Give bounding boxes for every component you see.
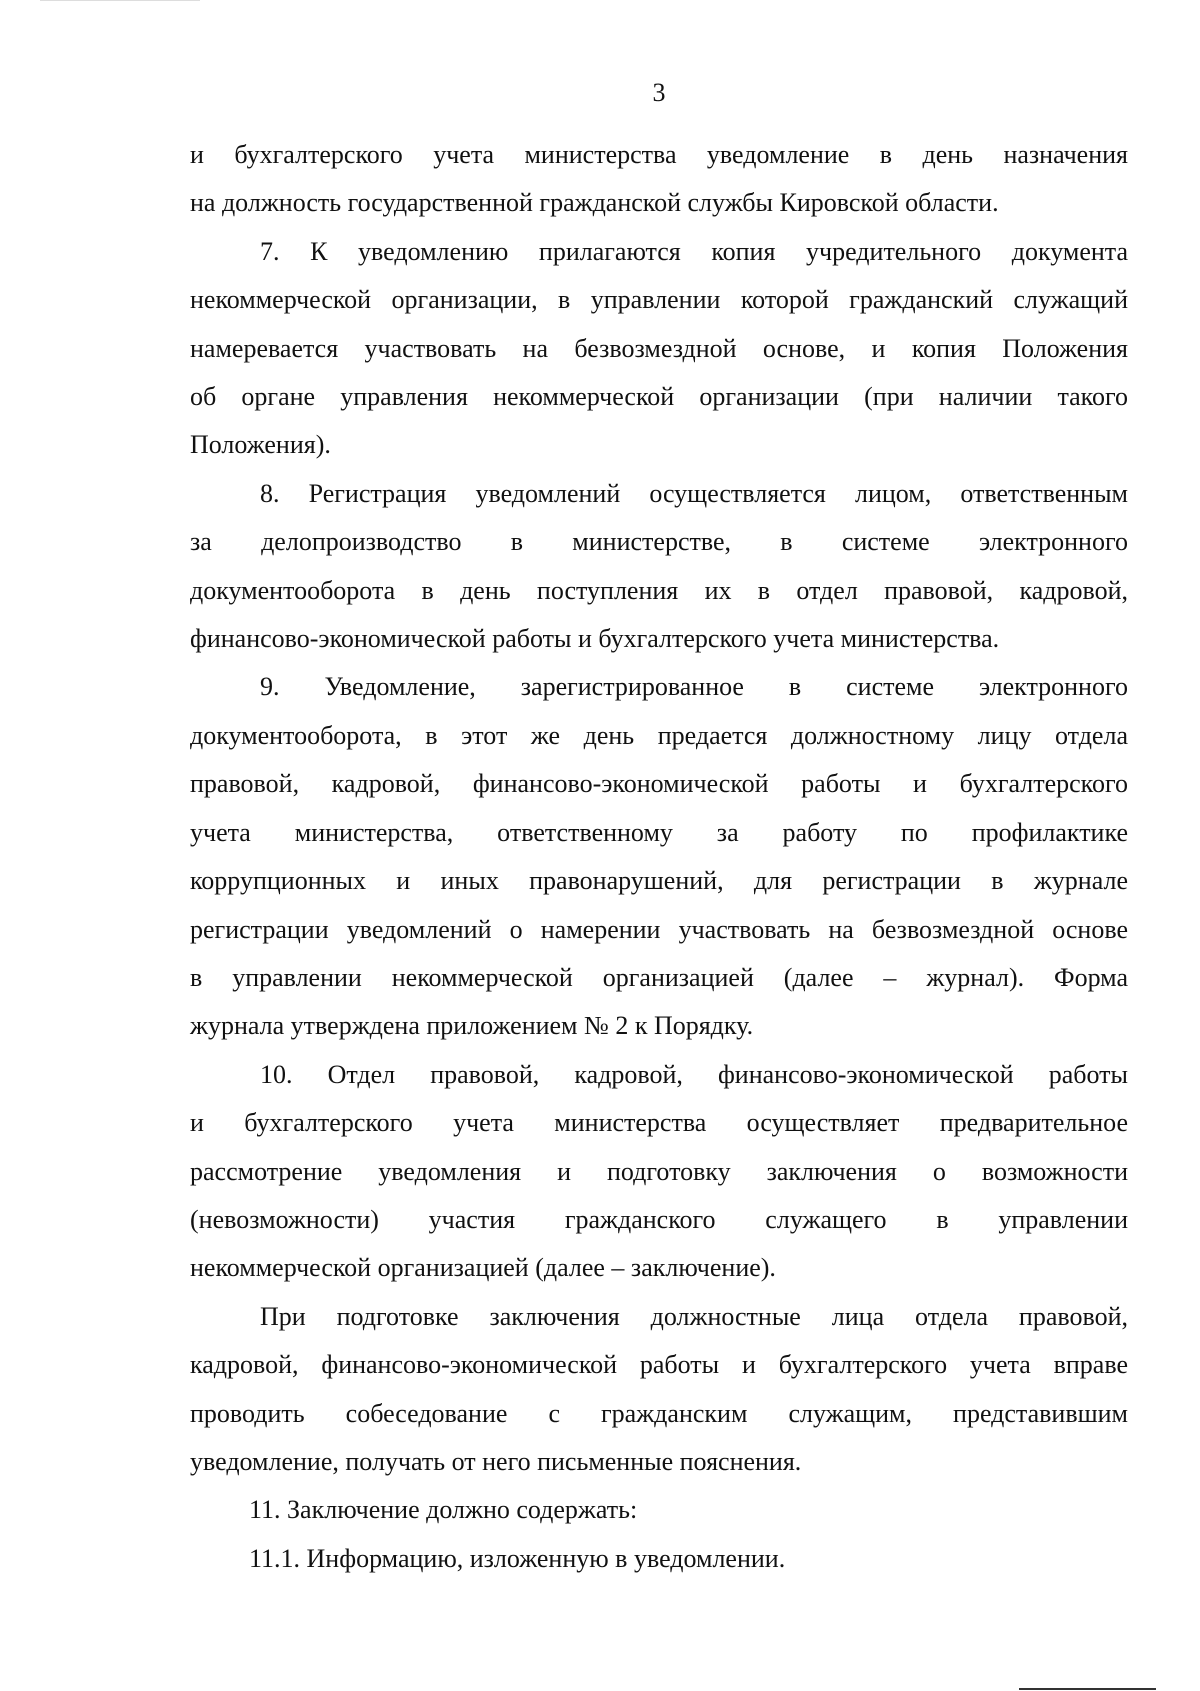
scan-edge-mark	[40, 0, 200, 1]
text-line: 9. Уведомление, зарегистрированное в системе электронного	[260, 672, 1128, 702]
paragraph-11-1	[190, 1535, 1128, 1583]
paragraph-6-continuation	[190, 131, 1128, 228]
text-line: При подготовке заключения должностные лица отдела правовой,	[260, 1301, 1128, 1331]
paragraph-9	[190, 663, 1128, 1050]
text-line: Положения).	[190, 430, 331, 460]
paragraph-10	[190, 1051, 1128, 1293]
text-line: рассмотрение уведомления и подготовку заключения о возможности	[190, 1156, 1128, 1186]
text-line: документооборота в день поступления их в отдел правовой, кадровой,	[190, 575, 1128, 605]
text-line: уведомление, получать от него письменные пояснения.	[190, 1446, 802, 1476]
text-line: на должность государственной гражданской службы Кировской области.	[190, 188, 999, 218]
text-line: и бухгалтерского учета министерства уведомление в день назначения	[190, 140, 1128, 169]
text-line: 8. Регистрация уведомлений осуществляется лицом, ответственным	[260, 478, 1128, 508]
text-line: и бухгалтерского учета министерства осуществляет предварительное	[190, 1108, 1128, 1138]
text-line: 7. К уведомлению прилагаются копия учредительного документа	[260, 236, 1128, 266]
text-line: 10. Отдел правовой, кадровой, финансово-экономической работы	[260, 1059, 1128, 1089]
text-line: регистрации уведомлений о намерении участвовать на безвозмездной основе	[190, 914, 1128, 944]
text-line: проводить собеседование с гражданским служащим, представившим	[190, 1398, 1128, 1428]
paragraph-10-continued	[190, 1293, 1128, 1487]
text-line: некоммерческой организации, в управлении которой гражданский служащий	[190, 285, 1128, 315]
text-line: правовой, кадровой, финансово-экономической работы и бухгалтерского	[190, 769, 1128, 799]
page-number: 3	[652, 78, 666, 107]
paragraph-8	[190, 470, 1128, 664]
text-line: об органе управления некоммерческой организации (при наличии такого	[190, 382, 1128, 412]
document-body	[190, 131, 1128, 1583]
text-line: 11. Заключение должно содержать:	[249, 1495, 638, 1525]
text-line: журнала утверждена приложением № 2 к Порядку.	[190, 1011, 754, 1041]
text-line: намеревается участвовать на безвозмездной основе, и копия Положения	[190, 333, 1128, 363]
text-line: в управлении некоммерческой организацией (далее – журнал). Форма	[190, 962, 1128, 992]
footer-rule	[1019, 1688, 1156, 1690]
text-line: кадровой, финансово-экономической работы и бухгалтерского учета вправе	[190, 1350, 1128, 1380]
text-line: коррупционных и иных правонарушений, для регистрации в журнале	[190, 866, 1128, 896]
text-line: документооборота, в этот же день предается должностному лицу отдела	[190, 720, 1128, 750]
text-line: финансово-экономической работы и бухгалтерского учета министерства.	[190, 624, 1000, 654]
text-line: 11.1. Информацию, изложенную в уведомлении.	[249, 1543, 786, 1573]
paragraph-11	[190, 1486, 1128, 1534]
text-line: учета министерства, ответственному за работу по профилактике	[190, 817, 1128, 847]
text-line: (невозможности) участия гражданского служащего в управлении	[190, 1204, 1128, 1234]
text-line: некоммерческой организацией (далее – заключение).	[190, 1253, 776, 1283]
paragraph-7	[190, 228, 1128, 470]
text-line: за делопроизводство в министерстве, в системе электронного	[190, 527, 1128, 557]
